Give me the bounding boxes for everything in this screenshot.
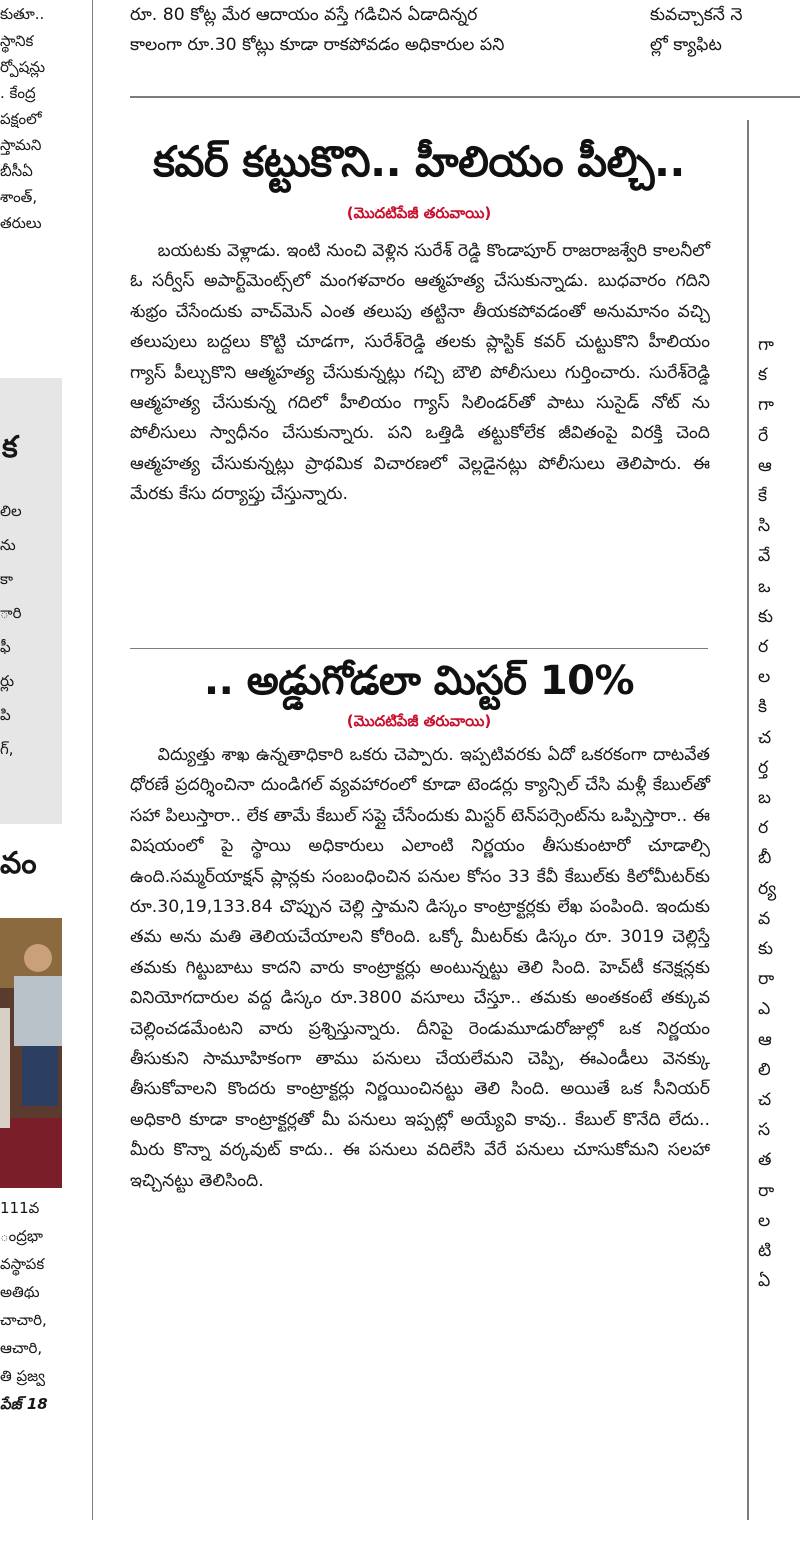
right-line: బ: [758, 788, 771, 809]
right-line: కే: [758, 486, 768, 507]
right-line: లి: [758, 1059, 771, 1080]
article1-headline: కవర్ కట్టుకొని.. హీలియం పీల్చి..: [153, 137, 685, 186]
box-line: కా: [0, 570, 14, 588]
article2-continued: (మొదటిపేజీ తరువాయి): [346, 712, 492, 730]
left-line: కుతూ..: [0, 5, 45, 23]
left-top-text: [0, 0, 66, 236]
box-line: లిల: [0, 502, 22, 520]
event-photo: [0, 918, 62, 1188]
box-line: ారి: [0, 604, 22, 622]
right-line: ర్య: [758, 878, 777, 899]
right-line: ఒ: [758, 576, 771, 597]
right-line: రా: [758, 1180, 775, 1201]
left-line: పక్షంలో: [0, 110, 42, 128]
top-continuation: [130, 0, 640, 60]
article2-paragraph: విద్యుత్తు శాఖ ఉన్నతాధికారి ఒకరు చెప్పారు. ఇప్పటివరకు ఏదో ఒకరకంగా దాటవేత ధోరణే ప్రదర్శించినా దుండిగల్ వ్యవహారంలో కూడా టెండర్లు క్యాన్సిల్ చేసి మళ్లీ కేబుల్‌తో సహా పిలుస్తారా.. లేక తామే కేబుల్ సప్లై చేసేందుకు మిస్టర్ టెన్‌పర్సెంట్‌ను ఒప్పిస్తారా.. ఈ విషయంలో పై స్థాయి అధికారులు ఎలాంటి నిర్ణయం తీసుకుంటారో చూడాల్సి ఉంది.సమ్మర్‌యాక్షన్ ప్లాన్లకు సంబంధించిన పనుల కోసం 33 కేవీ కేబుల్‌కు కిలోమీటర్‌కు రూ.30,19,133.84 చొప్పున చెల్లి స్తామని డిస్కం కాంట్రాక్టర్లకు లేఖ పంపింది. ఇందుకు తమ అను మతి తెలియచేయాలని కోరింది. ఒక్కో మీటర్‌కు డిస్కం రూ. 3019 చెల్లిస్తే తమకు గిట్టుబాటు కాదని వారు కాంట్రాక్టర్లు అంటున్నట్టు తెలి సింది. హెచ్‌టీ కనెక్షన్లకు వినియోగదారుల వద్ద డిస్కం రూ.3800 వసూలు చేస్తూ.. తమకు అంతకంటే తక్కువ చెల్లించడమేంటని వారు ప్రశ్నిస్తున్నారు. దీనిపై రెండుమూడురోజుల్లో ఒక నిర్ణయం తీసుకుని సామూహికంగా తాము పనులు చేయలేమని చెప్పి, ఈఎండీలు వెనక్కు తీసుకోవాలని కొందరు కాంట్రాక్టర్లు నిర్ణయించినట్టు తెలి సింది. అయితే ఒక సీనియర్ అధికారి కూడా కాంట్రాక్టర్లతో మీ పనులు ఇప్పట్లో అయ్యేవి కావు.. కేబుల్ కొనేది లేదు.. మీరు కొన్నా వర్కవుట్ కాదు.. ఈ పనులు వదిలేసి వేరే పనులు చూసుకోమని సలహా ఇచ్చినట్టు తెలిసింది.: [130, 745, 710, 1191]
left-line: 111వ: [0, 1199, 40, 1217]
article-separator: [130, 648, 708, 649]
event-photo-art: [0, 918, 62, 1188]
right-line: వే: [758, 546, 771, 567]
left-bottom-text: [0, 1194, 66, 1418]
right-line: ఆ: [758, 455, 772, 476]
divider-left: [92, 0, 93, 1520]
article1-body: [130, 236, 710, 510]
right-line: గా: [758, 395, 774, 416]
article1-continued: (మొదటిపేజీ తరువాయి): [346, 204, 492, 222]
right-line: ల: [758, 1210, 771, 1231]
right-line: ర: [758, 637, 769, 658]
right-line: ర్త: [758, 757, 769, 778]
divider-top: [130, 96, 800, 98]
right-line: సి: [758, 516, 771, 537]
box-line: ను: [0, 536, 16, 554]
right-line: క: [758, 365, 768, 386]
divider-right: [747, 120, 749, 1520]
right-line: రా: [758, 969, 775, 990]
right-line: ల: [758, 667, 771, 688]
left-line: స్తామని: [0, 136, 42, 154]
left-line: . కేంద్ర: [0, 84, 36, 102]
box-line: ర్లు: [0, 672, 15, 690]
right-line: ర: [758, 818, 769, 839]
left-column: [0, 0, 66, 1555]
article2-headline: .. అడ్డుగోడలా మిస్టర్ 10%: [203, 658, 635, 704]
box-line: పి: [0, 706, 11, 724]
right-line: కు: [758, 606, 774, 627]
right-line: ఏ: [758, 1271, 771, 1292]
left-line: ర్పోషన్లు: [0, 58, 46, 76]
right-line: ఆ: [758, 1029, 772, 1050]
left-line: వస్థాపక: [0, 1255, 45, 1273]
article1-paragraph: బయటకు వెళ్లాడు. ఇంటి నుంచి వెళ్లిన సురేశ్ రెడ్డి కొండాపూర్ రాజరాజశ్వేరి కాలనీలో ఓ సర్వీస్ అపార్ట్‌మెంట్స్‌లో మంగళవారం ఆత్మహత్య చేసుకున్నాడు. బుధవారం గదిని శుభ్రం చేసేందుకు వాచ్‌మెన్ ఎంత తలుపు తట్టినా తీయకపోవడంతో అనుమానం వచ్చి తలుపులు బద్దలు కొట్టి చూడగా, సురేశ్‌రెడ్డి తలకు ప్లాస్టిక్ కవర్ చుట్టుకొని హీలియం గ్యాస్ పీల్చుకొని ఆత్మహత్య చేసుకున్నట్లు గచ్చి బౌలి పోలీసులు గుర్తించారు. సురేశ్‌రెడ్డి ఆత్మహత్య చేసుకున్న గదిలో హీలియం గ్యాస్ సిలిండర్‌తో పాటు సుసైడ్ నోట్ ను పోలీసులు స్వాధీనం చేసుకున్నారు. పని ఒత్తిడి తట్టుకోలేక జీవితంపై విరక్తి చెంది ఆత్మహత్య చేసుకున్నట్లు ప్రాథమిక విచారణలో వెల్లడైనట్లు పోలీసులు తెలిపారు. ఈ మేరకు కేసు దర్యాప్తు చేస్తున్నారు.: [130, 241, 710, 505]
right-column: [758, 330, 800, 1297]
left-line: శాంత్,: [0, 188, 38, 206]
box-heading: క: [2, 430, 18, 465]
right-line: బీ: [758, 848, 772, 869]
article2-body: [130, 740, 710, 1196]
left-line: చాచారి,: [0, 1311, 47, 1329]
right-line: టి: [758, 1241, 772, 1262]
top-right-line: కువచ్చాకనే నె: [650, 5, 743, 25]
box-text: [0, 494, 22, 766]
top-line: రూ. 80 కోట్ల మేర ఆదాయం వస్తే గడిచిన ఏడాదిన్నర: [130, 5, 478, 25]
sidebar-box: [0, 378, 62, 824]
left-line: తి ప్రజ్వ: [0, 1367, 45, 1385]
left-section-heading: వం: [0, 846, 37, 881]
left-line: తరులు: [0, 214, 42, 232]
top-line: కాలంగా రూ.30 కోట్లు కూడా రాకపోవడం అధికారుల పని: [130, 35, 505, 55]
right-line: వ: [758, 908, 771, 929]
right-line: స: [758, 1120, 771, 1141]
left-line: ఆచారి,: [0, 1339, 43, 1357]
right-line: రే: [758, 425, 769, 446]
left-line: బీసీఏ: [0, 162, 33, 180]
top-right-line: ల్లో క్యాఫిట: [650, 35, 722, 55]
right-line: చ: [758, 727, 772, 748]
left-line: పేజ్ 18: [0, 1395, 48, 1413]
right-line: కు: [758, 939, 774, 960]
left-line: స్థానిక: [0, 32, 34, 50]
right-line: గా: [758, 335, 774, 355]
right-line: ఎ: [758, 999, 771, 1020]
left-line: ంద్రభా: [0, 1227, 43, 1245]
left-line: అతిథు: [0, 1283, 40, 1301]
right-line: కి: [758, 697, 768, 718]
box-line: ఫీ: [0, 638, 11, 656]
box-line: గ్,: [0, 740, 14, 758]
right-line: త: [758, 1150, 772, 1171]
right-line: చ: [758, 1090, 772, 1111]
top-right-continuation: [650, 0, 800, 60]
